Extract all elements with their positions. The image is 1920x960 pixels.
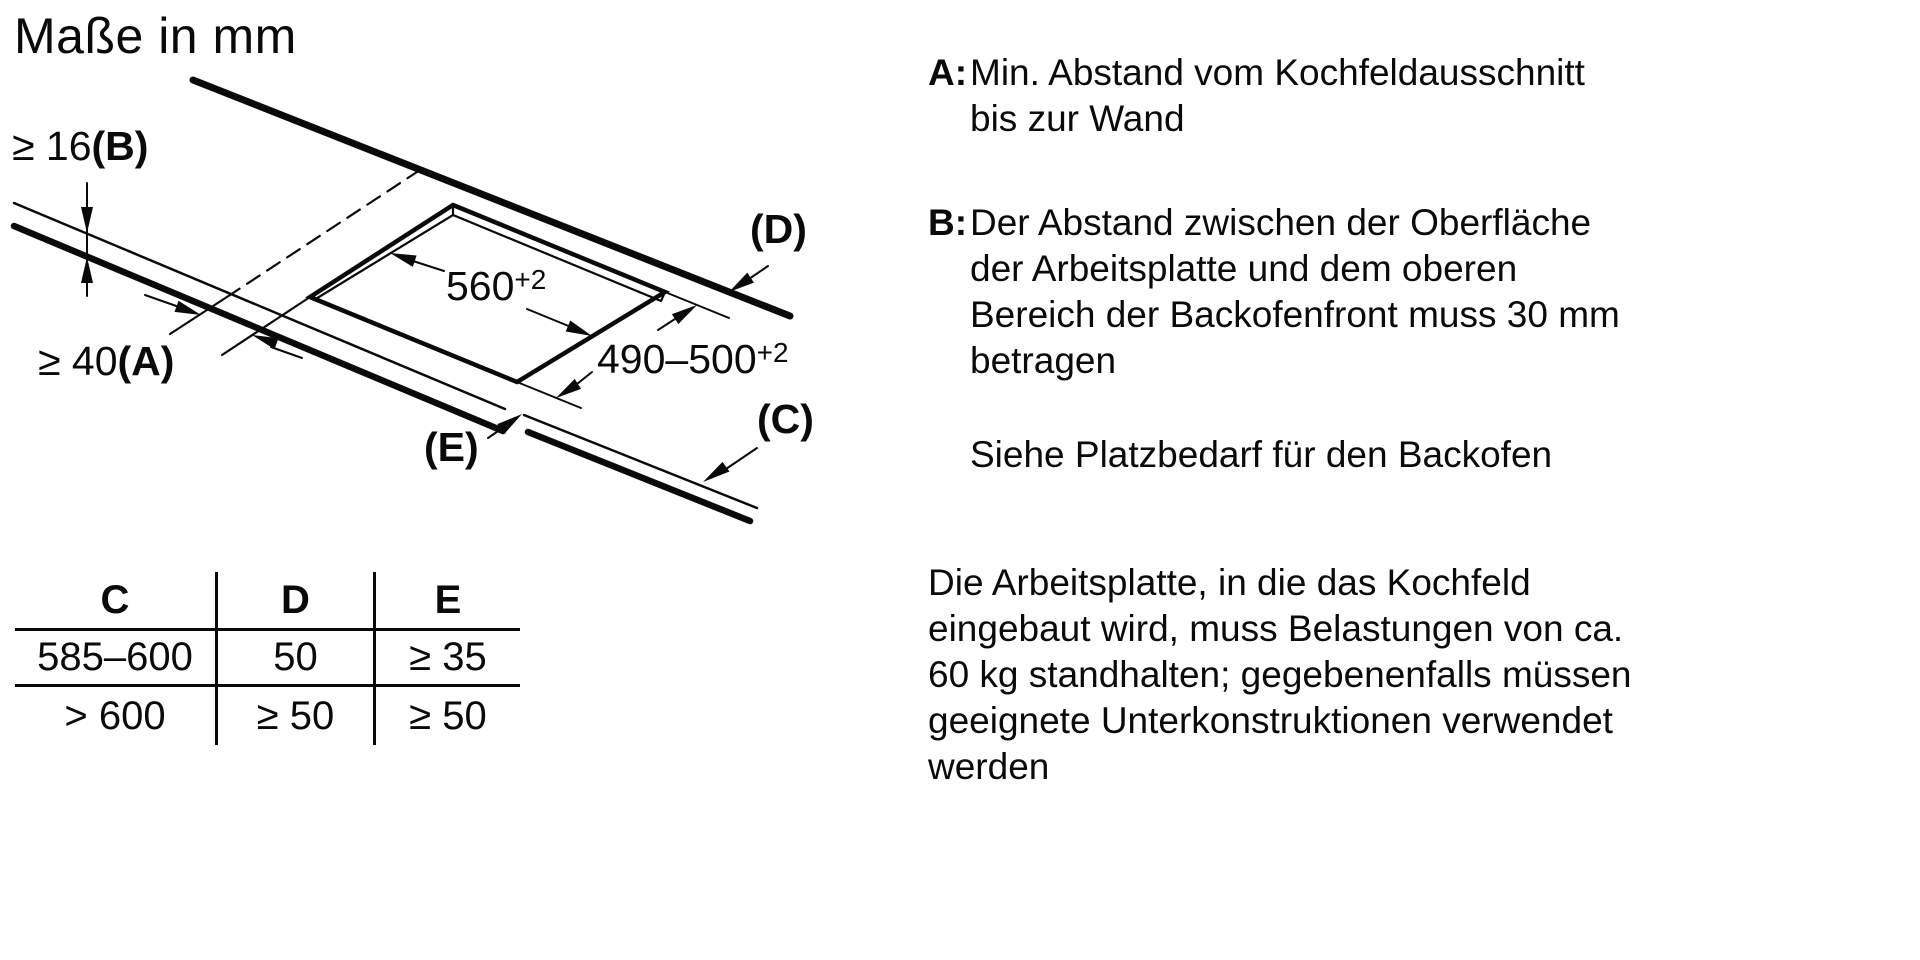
dim-490-arrow-lower	[556, 379, 581, 398]
note-b-line: Bereich der Backofenfront muss 30 mm	[970, 294, 1620, 335]
label-c-leader	[723, 448, 757, 471]
label-e: (E)	[424, 424, 479, 470]
table-header-c: C	[15, 572, 218, 631]
dim-490-leader-lower	[577, 372, 592, 384]
note-b-line: betragen	[970, 340, 1117, 381]
dim-a-leader-right	[271, 347, 302, 358]
cde-dimension-table	[15, 572, 520, 745]
dim-490-leader-upper	[658, 317, 678, 330]
note-b-line: der Arbeitsplatte und dem oberen	[970, 248, 1518, 289]
note-b	[928, 200, 1620, 384]
dim-cutout-depth-tolerance: +2	[756, 337, 789, 368]
dim-a-text	[38, 340, 174, 383]
label-d: (D)	[750, 206, 807, 252]
note-b-line: Der Abstand zwischen der Oberfläche	[970, 202, 1592, 243]
see-reference-note: Siehe Platzbedarf für den Backofen	[970, 434, 1553, 475]
dim-cutout-depth	[597, 338, 789, 381]
note-a-line: Min. Abstand vom Kochfeldausschnitt	[970, 52, 1585, 93]
dim-560-arrow-right	[566, 321, 592, 337]
worktop-load-line: eingebaut wird, muss Belastungen von ca.	[928, 608, 1624, 649]
dim-560-leader-left	[413, 261, 444, 271]
table-cell: > 600	[15, 687, 218, 745]
table-cell: ≥ 50	[218, 687, 376, 745]
furniture-front-top-line	[524, 415, 757, 508]
dim-cutout-width-value: 560	[446, 263, 515, 309]
label-d-leader	[749, 266, 768, 279]
label-d-arrow	[729, 273, 754, 292]
worktop-load-line: geeignete Unterkonstruktionen verwendet	[928, 700, 1613, 741]
dim-490-arrow-upper	[672, 305, 697, 324]
table-cell: 50	[218, 631, 376, 687]
label-c: (C)	[757, 396, 814, 442]
table-header-e: E	[376, 572, 520, 631]
dim-b-value: ≥ 16	[12, 123, 92, 169]
note-b-label: B:	[928, 202, 968, 243]
dim-b-arrow-down	[81, 207, 93, 233]
table-cell: 585–600	[15, 631, 218, 687]
worktop-load-note	[928, 560, 1632, 790]
table-cell: ≥ 50	[409, 693, 487, 738]
page-title: Maße in mm	[14, 8, 297, 64]
dim-cutout-width	[446, 265, 546, 308]
dim-b-ref: (B)	[91, 123, 149, 169]
wall-offset-dashed-line	[230, 170, 420, 295]
table-header-d: D	[218, 572, 376, 631]
dim-a-value: ≥ 40	[38, 338, 118, 384]
dim-560-arrow-left	[390, 253, 417, 267]
table-cell: ≥ 35	[376, 631, 520, 687]
dim-b-text	[12, 125, 148, 168]
dim-cutout-width-tolerance: +2	[514, 264, 547, 295]
worktop-load-line: 60 kg standhalten; gegebenenfalls müssen	[928, 654, 1632, 695]
worktop-load-line: werden	[928, 746, 1050, 787]
note-a	[928, 50, 1585, 142]
dim-560-leader-right	[527, 309, 571, 327]
label-c-arrow	[703, 462, 730, 482]
note-a-label: A:	[928, 52, 968, 93]
dim-cutout-depth-value: 490–500	[597, 336, 757, 382]
dim-a-ref: (A)	[117, 338, 175, 384]
note-a-line: bis zur Wand	[970, 98, 1185, 139]
worktop-cutout-drawing	[0, 0, 840, 560]
worktop-load-line: Die Arbeitsplatte, in die das Kochfeld	[928, 562, 1531, 603]
